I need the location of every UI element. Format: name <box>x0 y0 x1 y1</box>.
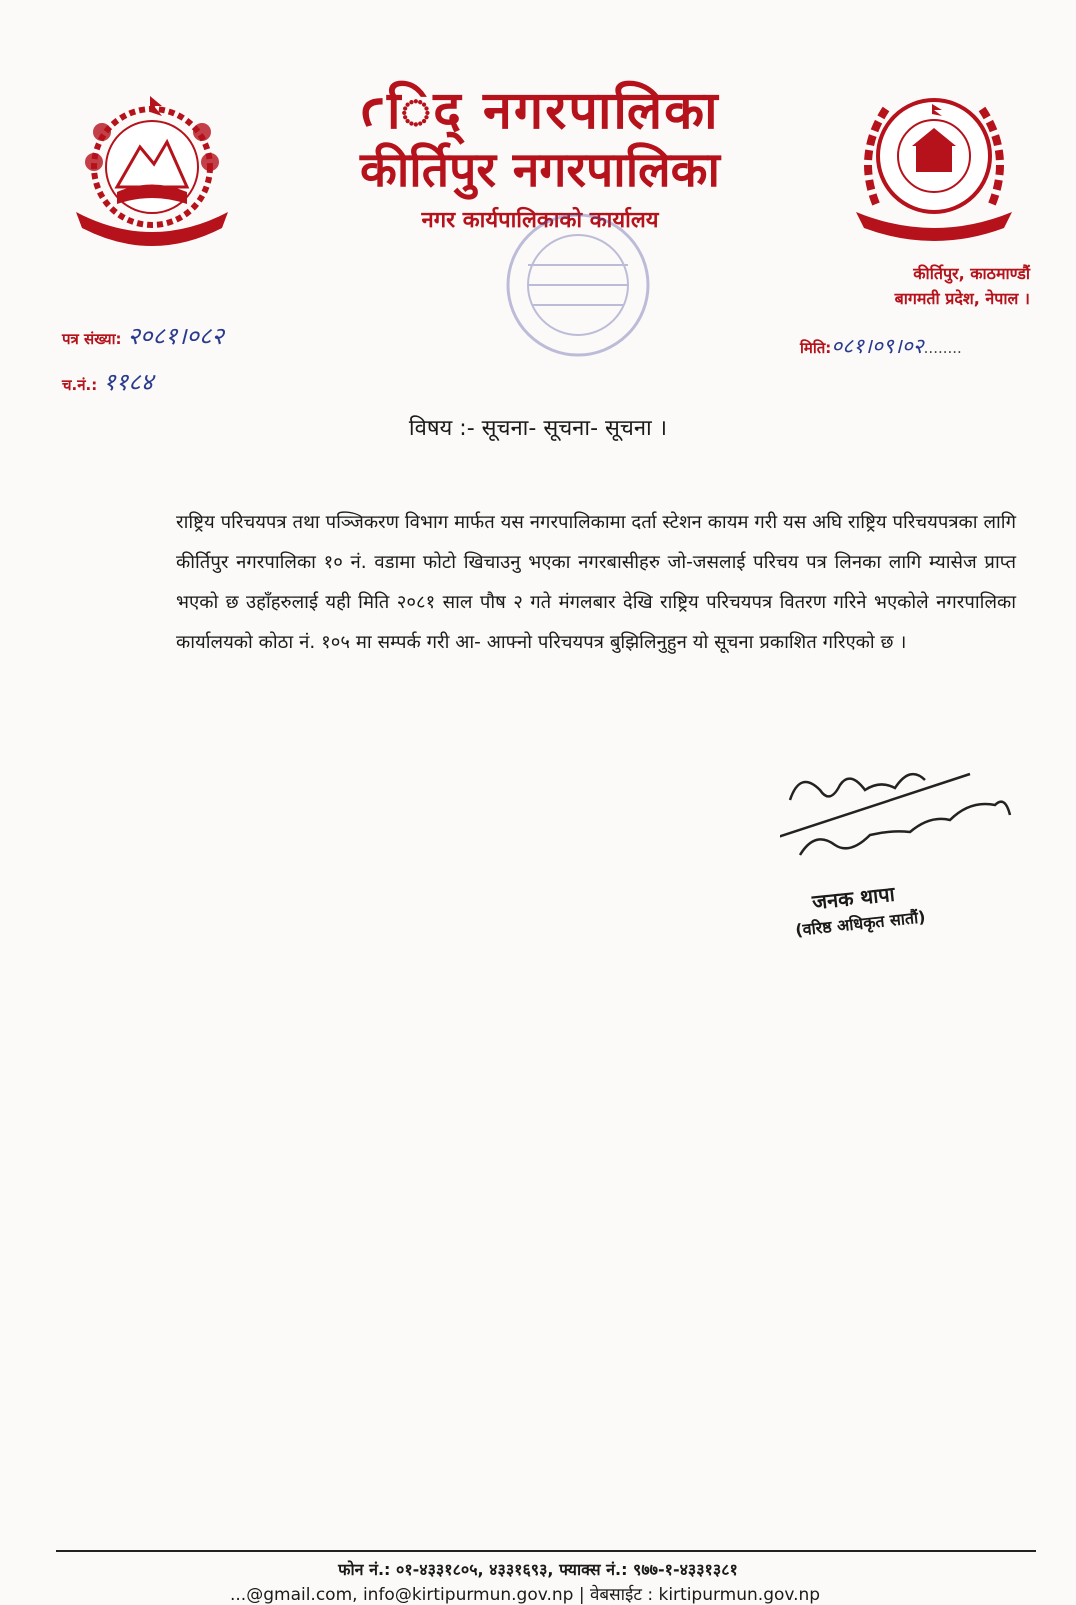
address-line-1: कीर्तिपुर, काठमाण्डौं <box>913 264 1030 283</box>
date-dots: ........ <box>923 339 962 357</box>
title-main: कीर्तिपुर नगरपालिका <box>360 142 720 199</box>
letter-reference <box>62 314 224 405</box>
municipality-seal-logo <box>846 84 1022 244</box>
letter-subject: विषय :- सूचना- सूचना- सूचना । <box>408 416 668 441</box>
address-line-2: बागमती प्रदेश, नेपाल । <box>894 288 1030 308</box>
signatory-title: (वरिष्ठ अधिकृत सातौं) <box>794 907 927 940</box>
signatory-name: जनक थापा <box>811 881 896 915</box>
nepal-emblem-logo <box>62 92 242 252</box>
footer-contact-web: ...@gmail.com, info@kirtipurmun.gov.np | वेबसाईट : kirtipurmun.gov.np <box>230 1585 821 1605</box>
letter-body: राष्ट्रिय परिचयपत्र तथा पञ्जिकरण विभाग मार्फत यस नगरपालिकामा दर्ता स्टेशन कायम गरी यस अघि राष्ट्रिय परिचयपत्रका लागि कीर्तिपुर नगरपालिका १० नं. वडामा फोटो खिचाउनु भएका नगरबासीहरु जो-जसलाई परिचय पत्र लिनका लागि म्यासेज प्राप्त भएको छ उहाँहरुलाई यही मिति २०८१ साल पौष २ गते मंगलबार देखि राष्ट्रिय परिचयपत्र वितरण गरिने भएकोले नगरपालिका कार्यालयको कोठा नं. १०५ मा सम्पर्क गरी आ- आफ्नो परिचयपत्र बुझिलिनुहुन यो सूचना प्रकाशित गरिएको छ । <box>176 512 1016 653</box>
letter-date <box>800 332 962 360</box>
letter-number-value: २०८१।०८२ <box>127 322 224 350</box>
title-newari: ꜥिद्‌ नगरपालिका <box>360 80 720 141</box>
footer-divider <box>56 1550 1036 1552</box>
date-label: मिति: <box>800 339 832 357</box>
letter-number-row <box>62 314 224 360</box>
office-stamp <box>488 205 668 365</box>
title-sub: नगर कार्यपालिकाको कार्यालय <box>421 207 659 233</box>
dispatch-number-row <box>62 360 224 406</box>
date-value: ०८१।०९।०२ <box>831 334 924 358</box>
dispatch-number-value: ११८४ <box>103 367 154 396</box>
footer-contact-phone: फोन नं.: ०१-४३३१८०५, ४३३१६९३, फ्याक्स नं.: ९७७-१-४३३१३८१ <box>338 1560 738 1579</box>
office-address <box>830 262 1030 312</box>
letter-number-label: पत्र संख्या: <box>62 330 122 348</box>
dispatch-number-label: च.नं.: <box>62 375 98 394</box>
